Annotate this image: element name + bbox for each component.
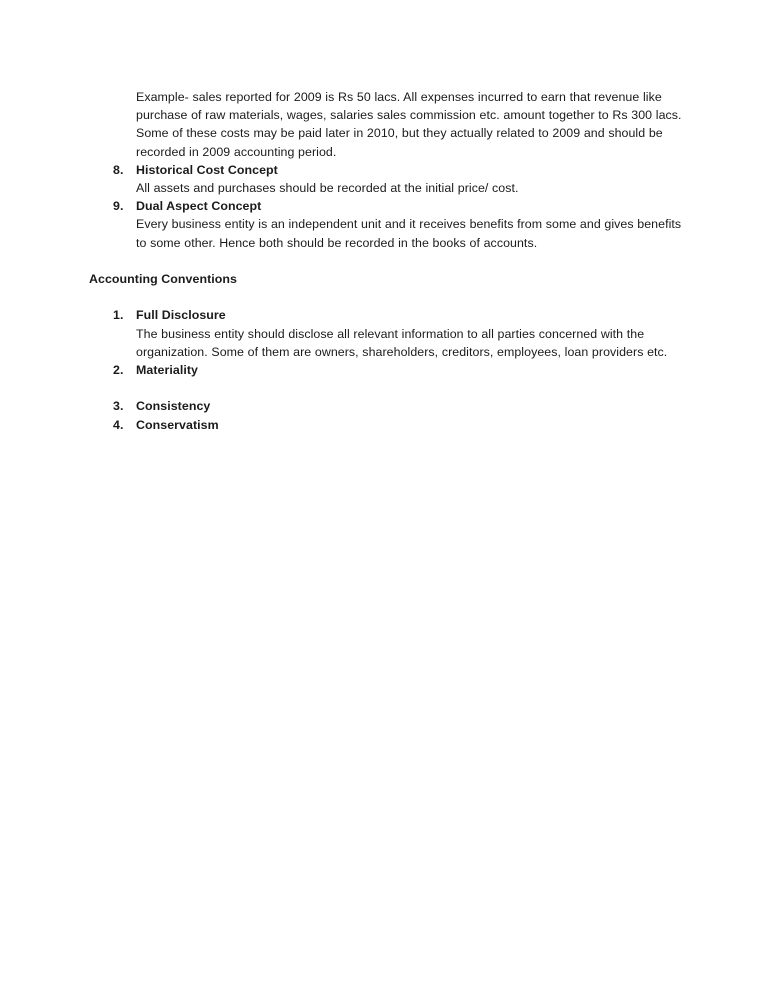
list-item-title: Dual Aspect Concept bbox=[136, 199, 262, 214]
list-item-number: 8. bbox=[113, 162, 124, 177]
list-item-description: The business entity should disclose all relevant information to all parties concerned with the organization. Some of them are owners, shareholders, creditors, employees, loan providers etc. bbox=[136, 326, 668, 359]
list-item-title: Consistency bbox=[136, 399, 211, 414]
list-item-title: Historical Cost Concept bbox=[136, 162, 278, 177]
list-item bbox=[89, 306, 689, 361]
blank-line bbox=[89, 379, 689, 397]
convention-heading-row bbox=[89, 306, 689, 324]
document-content bbox=[89, 88, 689, 434]
section-heading-accounting-conventions: Accounting Conventions bbox=[89, 272, 237, 287]
list-item bbox=[89, 397, 689, 415]
list-item-title: Materiality bbox=[136, 363, 198, 378]
list-item-number: 1. bbox=[113, 308, 124, 323]
accounting-conventions-list bbox=[89, 288, 689, 434]
accounting-concepts-list bbox=[89, 161, 689, 252]
list-item-description: All assets and purchases should be recorded at the initial price/ cost. bbox=[136, 181, 519, 196]
list-item bbox=[89, 361, 689, 379]
convention-heading-row bbox=[89, 416, 689, 434]
list-item-number: 9. bbox=[113, 199, 124, 214]
intro-paragraph: Example- sales reported for 2009 is Rs 50 lacs. All expenses incurred to earn that revenue like purchase of raw materials, wages, salaries sales commission etc. amount together to Rs 300 lacs. Some of these costs may be paid later in 2010, but they actually related to 2009 and should be recorded in 2009 accounting period. bbox=[136, 90, 682, 159]
convention-heading-row bbox=[89, 397, 689, 415]
convention-heading-row bbox=[89, 361, 689, 379]
concept-heading-row bbox=[89, 161, 689, 179]
list-item-description: Every business entity is an independent unit and it receives benefits from some and gives benefits to some other. Hence both should be recorded in the books of accounts. bbox=[136, 217, 682, 250]
list-item-title: Conservatism bbox=[136, 417, 219, 432]
list-item bbox=[89, 161, 689, 197]
list-item bbox=[89, 197, 689, 252]
list-item-number: 4. bbox=[113, 417, 124, 432]
concept-heading-row bbox=[89, 197, 689, 215]
list-item bbox=[89, 416, 689, 434]
list-item-number: 3. bbox=[113, 399, 124, 414]
list-item-number: 2. bbox=[113, 363, 124, 378]
list-item-title: Full Disclosure bbox=[136, 308, 226, 323]
